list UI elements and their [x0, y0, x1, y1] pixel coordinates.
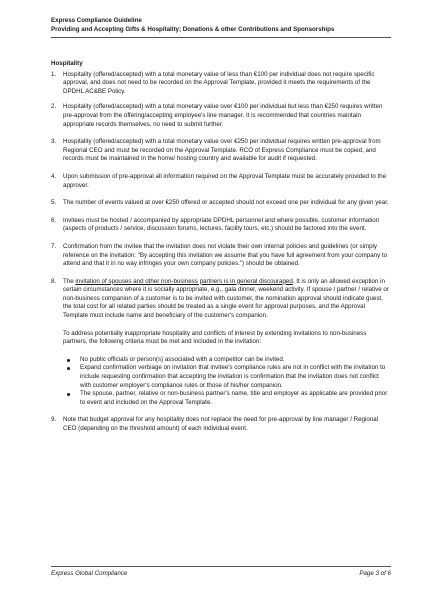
bullet-item [63, 390, 391, 407]
bullet-item [63, 364, 391, 390]
item-text [63, 278, 391, 321]
bullet-text: The spouse, partner, relative or non-business partner's name, title and employer as applicable are provided prior to event and included on the Approval Template. [80, 390, 388, 406]
item-text: Upon submission of pre-approval all information required on the Approval Template must be accurately provided to the approver. [63, 172, 387, 189]
list-item [51, 199, 391, 208]
item-number: 8. [51, 277, 57, 285]
document-body [51, 60, 391, 434]
header-title: Express Compliance Guideline [51, 17, 142, 24]
item-number: 9. [51, 416, 57, 424]
page-footer [51, 570, 391, 577]
item8-underlined-phrase: invitation of spouses and other non-business partners is in general discouraged [75, 277, 293, 285]
bullet-icon [63, 390, 80, 407]
list-item [51, 173, 391, 190]
item-text: Invitees must be hosted / accompanied by appropriate DPDHL personnel and where possible, customer information (aspects of products / service, discussion forums, lectures, facility tours, etc.) should be factored into the event. [63, 216, 380, 233]
item-text: Hospitality (offered/accepted) with a total monetary value over €250 per individual requires written pre-approval from Regional CEO and must be recorded on the Approval Template. RCO of Express Compliance must be copied, and records must be maintained in the home/ hosting country and available for audit if requested. [63, 138, 381, 163]
item-text: Hospitality (offered/accepted) with a total monetary value of less than €100 per individual does not require specific approval, and does not need to be recorded on the Approval Template, provided it meets the requirements of the DPDHL AC&BE Policy. [63, 70, 375, 95]
footer-left: Express Global Compliance [51, 570, 128, 577]
bullet-text: No public officials or person(s) associated with a competitor can be invited. [80, 355, 285, 363]
list-item [51, 243, 391, 269]
footer-divider [51, 566, 391, 567]
item-text: Hospitality (offered/accepted) with a total monetary value over €100 per individual but less than €250 requires written pre-approval from the offering/accepting employee's line manager. It is recommended that countries maintain appropriate records themselves, no need to submit further. [63, 103, 383, 128]
list-item [51, 278, 391, 321]
item-number: 1. [51, 70, 57, 78]
header-divider [51, 37, 391, 38]
item-number: 6. [51, 216, 57, 224]
bullet-item [63, 356, 391, 365]
item-text: Note that budget approval for any hospitality does not replace the need for pre-approval by line manager / Regional CEO (depending on the threshold amount) of each individual event. [63, 416, 379, 432]
item8-lead: The [63, 277, 74, 285]
list-item [51, 103, 391, 129]
page-number: Page 3 of 6 [359, 570, 391, 577]
list-item [51, 71, 391, 97]
bullet-icon [63, 364, 80, 390]
bullet-text: Expand confirmation verbiage on invitation that invitee's compliance rules are not in conflict with the invitation to include requesting confirmation that accepting the invitation is confirmation that the invitation does not conflict with customer employer's compliance rules or those of his/her companion. [80, 364, 386, 389]
list-item [51, 138, 391, 164]
header-subtitle: Providing and Accepting Gifts & Hospitality; Donations & other Contributions and Sponsorships [51, 25, 335, 33]
bullet-icon [63, 356, 80, 365]
item-number: 4. [51, 172, 57, 180]
list-item [51, 217, 391, 234]
item-number: 7. [51, 242, 57, 250]
item-number: 2. [51, 103, 57, 111]
item-text: The number of events valued at over €250 offered or accepted should not exceed one per individual for any given year. [63, 199, 389, 207]
item-text: Confirmation from the invitee that the invitation does not violate their own internal policies and guidelines (or simply reference on the invitation: "By accepting this invitation we assume that you have full agreement from your company to attend and that it in no way infringes your own company policies.") should be obtained. [63, 242, 388, 268]
section-title: Hospitality [51, 60, 83, 67]
page-header [51, 17, 391, 35]
item8-rest: . It is only an allowed exception in certain circumstances where it is socially appropriate, e.g., gala dinner, weekend activity. If spouse / partner / relative or non-business companion of a customer is to be invited with customer, the nomination approval should indicate guest, the total cost for all related parties should be treated as a single event for approval purposes, and the Approval Template must include name and beneficiary of the customer's companion. [63, 277, 389, 320]
item-number: 5. [51, 199, 57, 207]
item8-paragraph: To address potentially inappropriate hospitality and conflicts of interest by extending invitations to non-business partners, the following criteria must be met and included in the invitation: [63, 329, 367, 346]
item-number: 3. [51, 138, 57, 146]
list-item [51, 416, 391, 433]
